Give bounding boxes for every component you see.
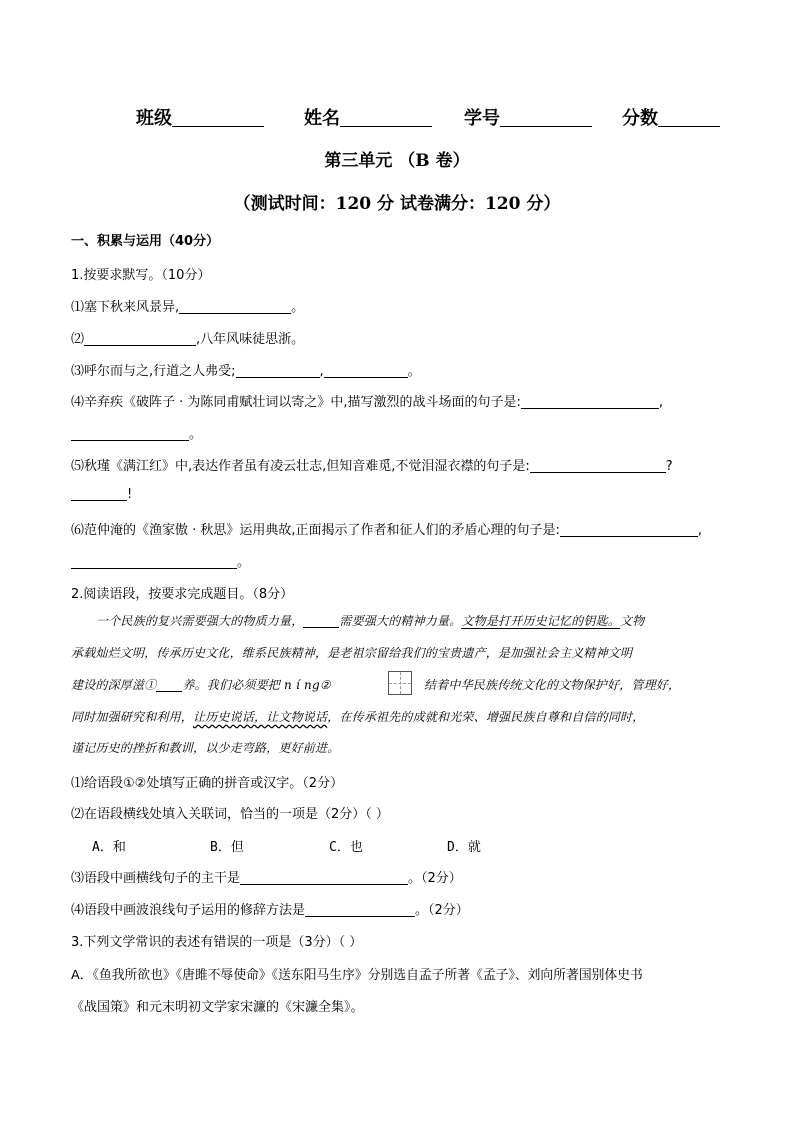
q1-item6-blank1[interactable] [560,523,698,537]
q2-option-c[interactable]: C．也 [329,840,363,855]
q1-item5-blank1[interactable] [530,459,666,473]
q3-option-a[interactable]: A．《鱼我所欲也》《唐雎不辱使命》《送东阳马生序》分别选自孟子所著《孟子》、刘向所著国别体史书 [71,968,643,983]
q1-item1-blank[interactable] [179,300,291,314]
q1-item5: ⑸秋瑾《满江红》中,表达作者虽有凌云壮志,但知音难觅,不觉泪湿衣襟的句子是: ? [71,459,673,474]
q2-blank1[interactable] [156,679,182,692]
q2-sub4-blank[interactable] [305,903,415,917]
name-label: 姓名 [304,104,432,130]
unit-title: 第三单元 （B 卷） [324,151,470,171]
class-label: 班级 [136,104,264,130]
q2-sub2: ⑵在语段横线处填入关联词，恰当的一项是（2分）（ ） [71,807,389,822]
q1-item3: ⑶呼尔而与之,行道之人弗受; , 。 [71,364,421,379]
q1-item5-blank2[interactable] [71,487,127,501]
q2-passage-line1: 一个民族的复兴需要强大的物质力量， 需要强大的精神力量。文物是打开历史记忆的钥匙。文物 [96,614,645,628]
student-id-blank[interactable] [500,108,592,127]
q2-passage-line3: 建设的深厚滋① 养。我们必须要把 n í ng② [71,678,331,692]
section-heading: 一、积累与运用（40分） [71,234,220,249]
q1-item2-blank[interactable] [84,332,196,346]
q2-passage-line4: 同时加强研究和利用，让历史说话，让文物说话，在传承祖先的成就和光荣、增强民族自尊和自信的同时， [71,710,645,724]
q1-item4-cont: 。 [71,423,202,442]
q3-option-a-cont: 《战国策》和元末明初文学家宋濂的《宋濂全集》。 [71,1000,364,1015]
q2-sub3: ⑶语段中画横线句子的主干是 。（2分） [71,871,462,886]
q2-passage-line5: 谨记历史的挫折和教训，以少走弯路，更好前进。 [71,741,340,755]
q1-item6-blank2[interactable] [71,555,237,569]
q2-sub3-blank[interactable] [240,871,408,885]
score-blank[interactable] [658,108,720,127]
q2-sub4: ⑷语段中画波浪线句子运用的修辞方法是 。（2分） [71,903,469,918]
q1-item4-blank2[interactable] [71,427,189,441]
q2-title: 2.阅读语段，按要求完成题目。（8分） [71,587,294,602]
q2-option-a[interactable]: A．和 [92,840,126,855]
q2-passage-line3-cont: 结着中华民族传统文化的文物保护好，管理好， [424,678,681,692]
q2-conjunction-blank[interactable] [303,615,339,628]
q1-item3-blank1[interactable] [236,364,320,378]
q3-title: 3.下列文学常识的表述有错误的一项是（3分）（ ） [71,935,363,950]
q1-item4: ⑷辛弃疾《破阵子 · 为陈同甫赋壮词以寄之》中,描写激烈的战斗场面的句子是: , [71,395,664,410]
q2-option-b[interactable]: B．但 [210,840,244,855]
q1-title: 1.按要求默写。（10分） [71,268,211,283]
class-blank[interactable] [172,108,264,127]
q1-item5-cont: ! [71,487,132,502]
q1-item3-blank2[interactable] [324,364,408,378]
test-info: （测试时间：120 分 试卷满分：120 分） [233,194,561,214]
q2-underlined-sentence: 文物是打开历史记忆的钥匙。 [461,614,621,628]
student-id-label: 学号 [464,104,592,130]
q1-item6-cont: 。 [71,551,250,570]
q1-item4-blank1[interactable] [521,395,659,409]
q1-item6: ⑹范仲淹的《渔家傲 · 秋思》运用典故,正面揭示了作者和征人们的矛盾心理的句子是: , [71,523,703,538]
q2-option-d[interactable]: D．就 [447,840,481,855]
q1-item2: ⑵ ,八年风味徒思浙。 [71,332,305,347]
q1-item1: ⑴塞下秋来风景异, 。 [71,300,305,315]
q2-passage-line2: 承载灿烂文明，传承历史文化，维系民族精神，是老祖宗留给我们的宝贵遗产，是加强社会主义精神文明 [71,646,633,660]
character-grid-box[interactable] [388,671,412,695]
q2-sub1: ⑴给语段①②处填写正确的拼音或汉字。（2分） [71,776,344,791]
q2-wavy-sentence: 让历史说话，让文物说话 [193,710,328,724]
score-label: 分数 [622,104,720,130]
name-blank[interactable] [340,108,432,127]
